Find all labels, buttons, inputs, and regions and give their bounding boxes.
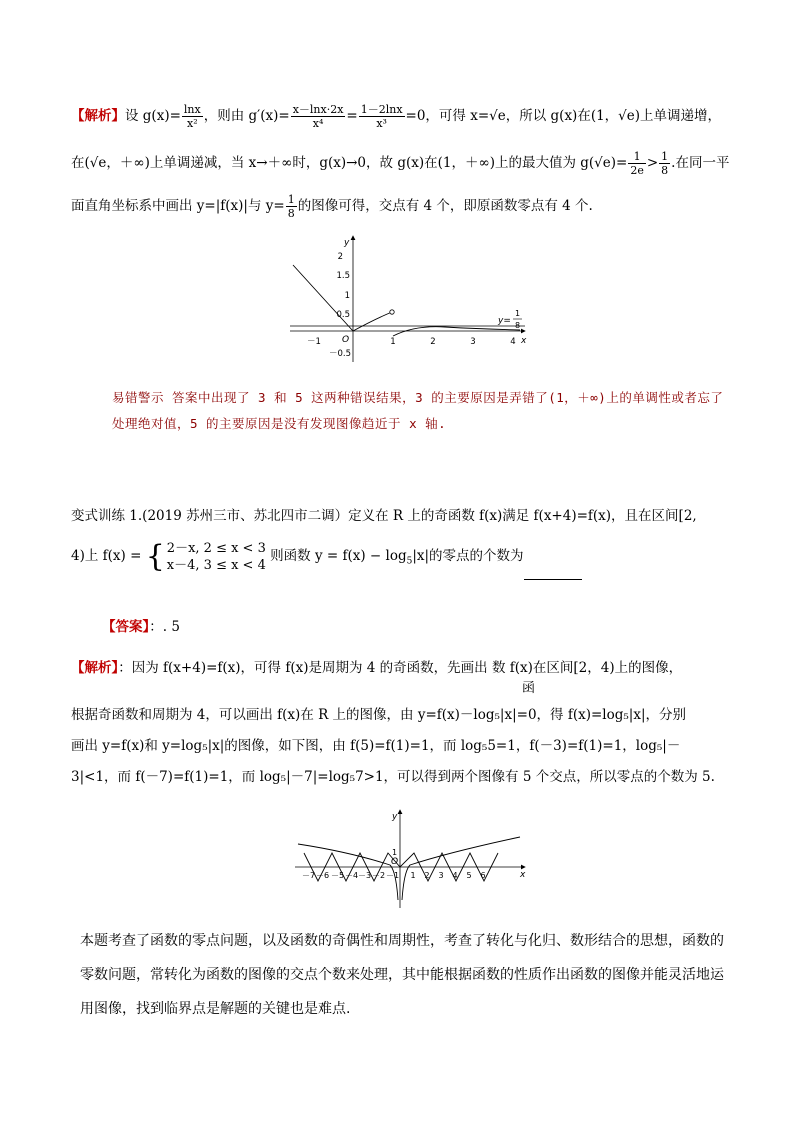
x-tick-label: －6 [316,871,330,880]
y-tick-label: 1.5 [336,271,350,281]
y-axis-label: y [344,238,350,248]
y-tick-label: 2 [337,252,343,262]
exercise-line2: 4)上 f(x) = { 2－x, 2 ≤ x < 3 x－4, 3 ≤ x < 4 则函数 $y = f(x) - \log_5|x|$的零点的个数为 [71,538,582,580]
y-tick-label: 1 [344,291,350,301]
y-tick-label: 0.5 [336,310,350,320]
summary-line2: 零数问题，常转化为函数的图像的交点个数来处理，其中能根据函数的性质作出函数的图像并能灵活地运 [80,967,724,983]
x-tick-label: －5 [331,871,345,880]
fraction: $\frac{x-\ln x\cdot 2x}{\text{x⁴}}$ [292,103,344,130]
y-axis-label: y [392,812,398,822]
x-tick-label: 5 [466,871,472,880]
curve-middle [353,312,392,331]
answer-blank [524,565,582,580]
x-axis-label: x [520,870,526,880]
x-tick-label: 6 [480,871,486,880]
y-tick-label: －0.5 [328,349,351,359]
x-tick-label: 1 [390,337,396,347]
x-axis-label: x [521,336,527,346]
x-tick-label: －2 [372,871,386,880]
fraction: $\frac{1}{2e}$ [630,150,644,177]
fraction: $\frac{\ln x}{\text{x²}}$ [183,103,201,130]
log-curve-right [402,837,520,900]
analysis2-line1: 【解析】：因为 f(x+4)=f(x)，可得 f(x)是周期为 4 的奇函数，先画出 数 f(x)在区间[2，4)上的图像， [71,660,683,676]
analysis2-line2: 根据奇函数和周期为 4，可以画出 f(x)在 R 上的图像，由 y=f(x)－log₅|x|=0，得 f(x)=log₅|x|，分别 [71,707,687,723]
analysis2-sub-char: 函 [522,681,536,696]
origin-label: O [342,335,350,345]
analysis2-line3: 画出 y=f(x)和 y=log₅|x|的图像，如下图，由 f(5)=f(1)=1，而 log₅5=1，f(－3)=f(1)=1，log₅|－ [71,738,681,754]
x-tick-label: －3 [358,871,372,880]
x-tick-label: 4 [452,871,458,880]
line-label-num: 1 [515,309,521,318]
warning-line2: 处理绝对值，5 的主要原因是没有发现图像趋近于 x 轴. [112,416,447,431]
fraction: $\frac{1-2\ln x}{\text{x³}}$ [360,103,403,130]
analysis1-line3: 面直角坐标系中画出 y=|f(x)|与 y= $\frac{1}{8}$ 的图像可得，交点有 4 个，即原函数零点有 4 个. [71,193,593,220]
function-graph-2 [290,805,530,910]
analysis-label: 【解析】 [71,108,125,124]
warning-line1: 易错警示 答案中出现了 3 和 5 这两种错误结果，3 的主要原因是弄错了(1，＋∞)上的单调性或者忘了 [112,390,724,405]
answer-line: 【答案】：. 5 [102,619,180,635]
fraction: $\frac{1}{8}$ [661,150,669,177]
analysis1-line1: 【解析】设 g(x)= $\frac{\ln x}{\text{x²}}$ ，则由 g′(x)= $\frac{x-\ln x\cdot 2x}{\text{x⁴}}$ = $\frac{1-2\ln x}{\text{x³}}$ =0，可得 x=√e，所以 g(x)在(1，√e)上单调递增， [71,103,722,130]
fraction: $\frac{1}{8}$ [287,193,295,220]
x-tick-label: 2 [430,337,436,347]
analysis1-line2: 在(√e，＋∞)上单调递减，当 x→＋∞时，g(x)→0，故 g(x)在(1，＋∞)上的最大值为 g(√e)= $\frac{1}{2e}$ > $\frac{1}{8}$ .在同一平 [71,150,730,177]
origin-label: O [391,857,399,867]
x-tick-label: 4 [510,337,516,347]
y-one-label: 1 [392,848,398,857]
x-tick-label: 2 [424,871,430,880]
summary-line3: 用图像，找到临界点是解题的关键也是难点. [80,1001,351,1017]
open-point [390,310,394,314]
x-tick-label: －7 [302,871,316,880]
exercise-line1: 变式训练 1.(2019 苏州三市、苏北四市二调）定义在 R 上的奇函数 f(x)满足 f(x+4)=f(x)，且在区间[2, [71,508,697,524]
analysis2-line4: 3|<1，而 f(－7)=f(1)=1，而 log₅|－7|=log₅7>1，可以得到两个图像有 5 个交点，所以零点的个数为 5. [71,769,715,785]
summary-line1: 本题考查了函数的零点问题，以及函数的奇偶性和周期性，考查了转化与化归、数形结合的思想，函数的 [80,933,724,949]
x-tick-label: 1 [410,871,416,880]
x-tick-label: －4 [345,871,359,880]
line-label: y= [498,316,511,326]
x-tick-label: －1 [386,871,400,880]
line-label-den: 8 [515,321,521,330]
x-tick-label: 3 [438,871,444,880]
x-tick-label: －1 [307,337,321,347]
function-graph-1 [280,232,530,367]
x-tick-label: 3 [470,337,476,347]
